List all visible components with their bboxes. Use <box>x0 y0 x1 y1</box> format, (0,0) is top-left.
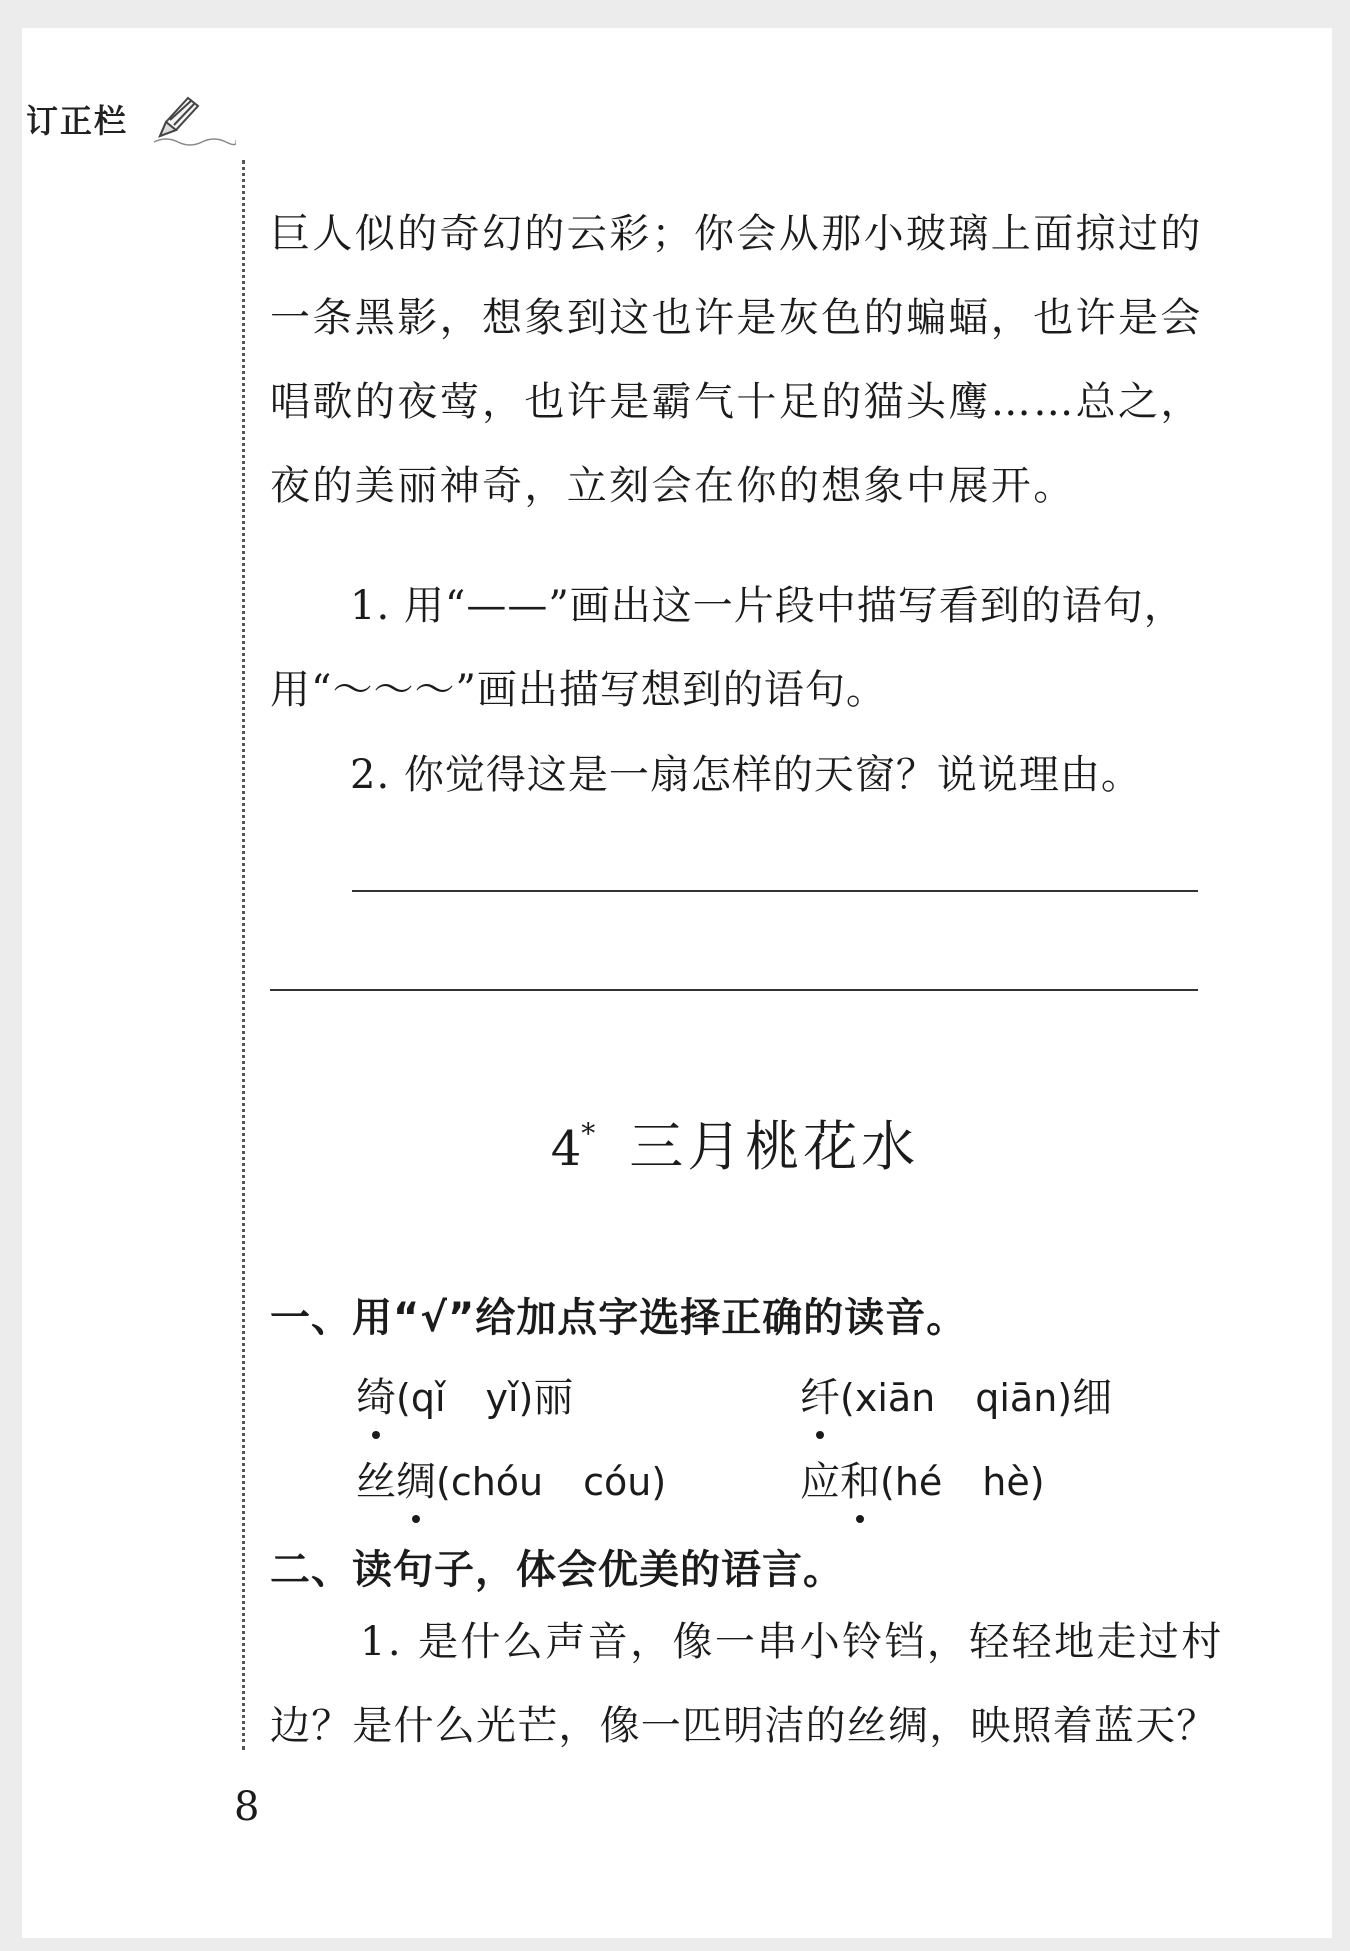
pinyin-choice-item: 应和(hé hè) <box>800 1450 1045 1507</box>
dotted-character: 绸 <box>396 1450 436 1507</box>
sentence-line: 边？是什么光芒，像一匹明洁的丝绸，映照着蓝天？ <box>270 1703 1218 1749</box>
lesson-number: 4 <box>550 1121 582 1177</box>
dotted-character: 和 <box>840 1450 880 1507</box>
pinyin-choice-item: 纤(xiān qiān)细 <box>800 1366 1112 1423</box>
section-2-heading: 二、读句子，体会优美的语言。 <box>270 1547 844 1593</box>
pinyin-choice-item: 丝绸(chóu cóu) <box>356 1450 666 1507</box>
pinyin-option[interactable]: hè) <box>982 1460 1045 1504</box>
dotted-character: 绮 <box>356 1366 396 1423</box>
lesson-title <box>270 1104 1200 1181</box>
margin-divider <box>242 160 245 1750</box>
page-number: 8 <box>234 1784 260 1830</box>
answer-line[interactable] <box>270 989 1198 991</box>
lesson-name: 三月桃花水 <box>629 1115 920 1178</box>
question-1: 1. 用“——”画出这一片段中描写看到的语句， <box>350 583 1185 629</box>
pinyin-option[interactable]: qiān) <box>975 1376 1073 1420</box>
dotted-character: 纤 <box>800 1366 840 1423</box>
sentence-line: 1. 是什么声音，像一串小铃铛，轻轻地走过村 <box>360 1619 1224 1665</box>
pinyin-option[interactable]: (xiān <box>840 1376 936 1420</box>
passage-line: 夜的美丽神奇，立刻会在你的想象中展开。 <box>270 463 1076 509</box>
passage-line: 唱歌的夜莺，也许是霸气十足的猫头鹰……总之， <box>270 379 1203 425</box>
pinyin-option[interactable]: (chóu <box>436 1460 544 1504</box>
pinyin-choice-item: 绮(qǐ yǐ)丽 <box>356 1366 573 1423</box>
section-1-heading: 一、用“√”给加点字选择正确的读音。 <box>270 1295 968 1341</box>
correction-column-label: 订正栏 <box>26 102 129 140</box>
pinyin-option[interactable]: (hé <box>880 1460 943 1504</box>
question-2: 2. 你觉得这是一扇怎样的天窗？说说理由。 <box>350 752 1142 798</box>
pinyin-option[interactable]: cóu) <box>583 1460 667 1504</box>
passage-line: 一条黑影，想象到这也许是灰色的蝙蝠，也许是会 <box>270 295 1203 341</box>
question-1-continued: 用“～～～”画出描写想到的语句。 <box>270 667 887 713</box>
passage-line: 巨人似的奇幻的云彩；你会从那小玻璃上面掠过的 <box>270 211 1203 257</box>
pinyin-option[interactable]: yǐ) <box>485 1376 534 1420</box>
pencil-icon <box>152 92 236 148</box>
answer-line[interactable] <box>352 890 1198 892</box>
pinyin-option[interactable]: (qǐ <box>396 1376 446 1420</box>
lesson-optional-mark: * <box>581 1117 596 1150</box>
